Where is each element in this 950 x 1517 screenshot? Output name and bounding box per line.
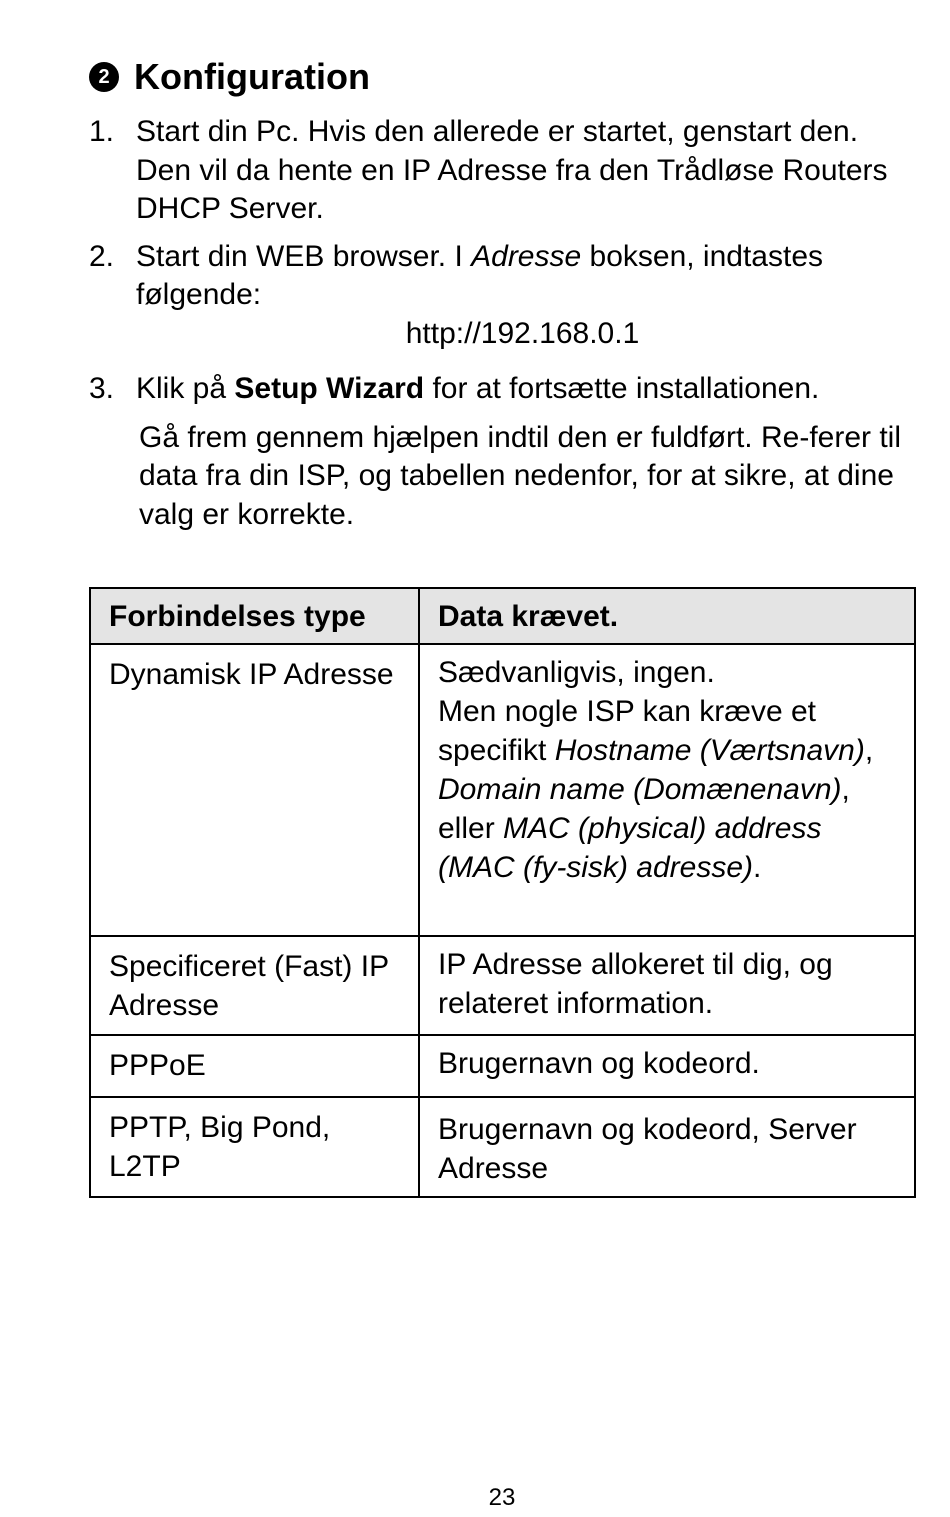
connection-type-table [89,587,916,1198]
step-text: Start din Pc. Hvis den allerede er startet, genstart den. [136,115,859,148]
circled-number-icon: 2 [89,62,119,92]
header-data-required: Data krævet. [419,588,915,644]
header-connection-type: Forbindelses type [90,588,419,644]
cell-data: Brugernavn og kodeord. [419,1035,915,1097]
step-3-followup: Gå frem gennem hjælpen indtil den er fuldført. Re-ferer til data fra din ISP, og tabellen nedenfor, for at sikre, at dine valg er korrekte. [139,420,901,531]
cell-data: Brugernavn og kodeord, Server Adresse [419,1097,915,1197]
section-heading [89,52,370,102]
step-3 [89,370,909,409]
table-header-row [90,588,915,644]
cell-type: PPTP, Big Pond, L2TP [90,1097,419,1197]
steps-list [89,113,909,564]
cell-data: IP Adresse allokeret til dig, og relateret information. [419,936,915,1035]
step-number: 1. [89,115,115,148]
table-row [90,644,915,936]
step-1 [89,113,909,229]
section-title: Konfiguration [134,56,370,97]
page-number: 23 [488,1484,516,1511]
step-text: Start din WEB browser. I Adresse boksen, indtastes følgende: [136,239,824,311]
table-row [90,1097,915,1197]
step-number: 3. [89,372,115,405]
step-text: Klik på Setup Wizard for at fortsætte installationen. [136,372,820,405]
step-number: 2. [89,239,115,273]
step-text: Den vil da hente en IP Adresse fra den Trådløse Routers DHCP Server. [136,153,888,225]
cell-type: PPPoE [90,1035,419,1097]
router-url: http://192.168.0.1 [405,316,640,350]
step-2 [89,238,909,354]
table-row [90,936,915,1035]
cell-type: Dynamisk IP Adresse [90,644,419,936]
table-row [90,1035,915,1097]
cell-type: Specificeret (Fast) IP Adresse [90,936,419,1035]
cell-data: Sædvanligvis, ingen. Men nogle ISP kan kræve et specifikt Hostname (Værtsnavn), Domain name (Domænenavn), eller MAC (physical) address (MAC (fy-sisk) adresse). [419,644,915,936]
